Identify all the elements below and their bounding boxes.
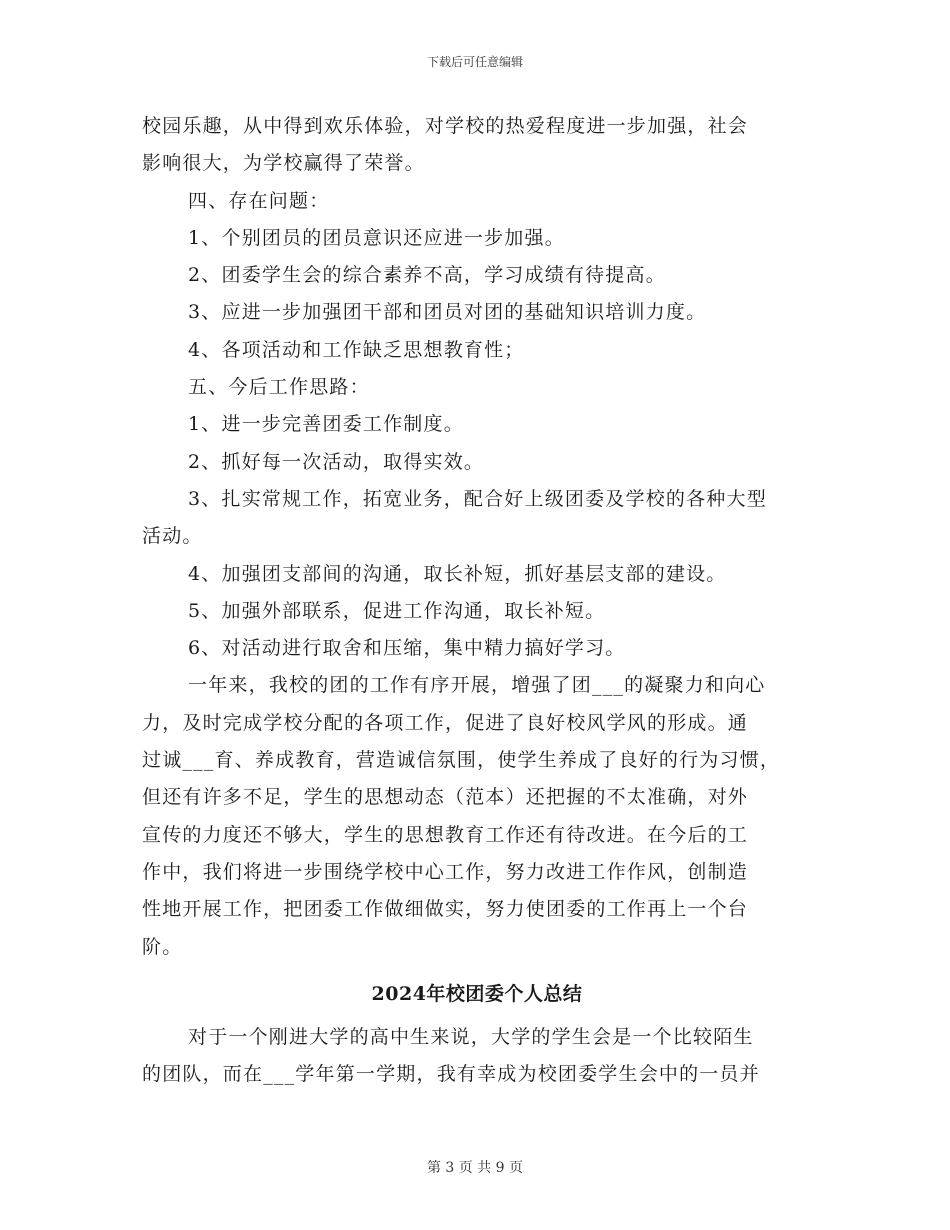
list-item: 1、进一步完善团委工作制度。 bbox=[188, 413, 464, 436]
paragraph-line: 力，及时完成学校分配的各项工作，促进了良好校风学风的形成。通 bbox=[142, 711, 749, 734]
list-item: 2、抓好每一次活动，取得实效。 bbox=[188, 450, 485, 473]
paragraph-line: 影响很大，为学校赢得了荣誉。 bbox=[142, 152, 425, 175]
list-item: 6、对活动进行取舍和压缩，集中精力搞好学习。 bbox=[188, 637, 626, 660]
section-heading-problems: 四、存在问题： bbox=[188, 189, 330, 212]
list-item: 3、扎实常规工作，拓宽业务，配合好上级团委及学校的各种大型 bbox=[188, 487, 767, 510]
paragraph-line: 阶。 bbox=[142, 935, 183, 958]
paragraph-line: 性地开展工作，把团委工作做细做实，努力使团委的工作再上一个台 bbox=[142, 898, 749, 921]
paragraph-line: 过诚___育、养成教育，营造诚信氛围，使学生养成了良好的行为习惯， bbox=[142, 749, 781, 772]
paragraph-line: 一年来，我校的团的工作有序开展，增强了团___的凝聚力和向心 bbox=[188, 674, 766, 697]
paragraph-line: 作中，我们将进一步围绕学校中心工作，努力改进工作作风，创制造 bbox=[142, 860, 749, 883]
list-item: 4、各项活动和工作缺乏思想教育性； bbox=[188, 338, 525, 361]
list-item-continuation: 活动。 bbox=[142, 525, 203, 548]
page-footer: 第 3 页 共 9 页 bbox=[426, 1160, 524, 1176]
paragraph-line: 的团队，而在___学年第一学期，我有幸成为校团委学生会中的一员并 bbox=[142, 1063, 760, 1086]
list-item: 1、个别团员的团员意识还应进一步加强。 bbox=[188, 226, 565, 249]
list-item: 2、团委学生会的综合素养不高，学习成绩有待提高。 bbox=[188, 264, 666, 287]
document-body bbox=[142, 108, 812, 1094]
section-title: 2024年校团委个人总结 bbox=[371, 982, 583, 1005]
paragraph-line: 宣传的力度还不够大，学生的思想教育工作还有待改进。在今后的工 bbox=[142, 823, 749, 846]
paragraph-line: 但还有许多不足，学生的思想动态（范本）还把握的不太准确，对外 bbox=[142, 786, 749, 809]
list-item: 3、应进一步加强团干部和团员对团的基础知识培训力度。 bbox=[188, 301, 707, 324]
paragraph-line: 对于一个刚进大学的高中生来说，大学的学生会是一个比较陌生 bbox=[188, 1026, 754, 1049]
paragraph-line: 校园乐趣，从中得到欢乐体验，对学校的热爱程度进一步加强，社会 bbox=[142, 115, 749, 137]
list-item: 4、加强团支部间的沟通，取长补短，抓好基层支部的建设。 bbox=[188, 562, 727, 585]
list-item: 5、加强外部联系，促进工作沟通，取长补短。 bbox=[188, 599, 606, 622]
section-heading-ideas: 五、今后工作思路： bbox=[188, 376, 370, 399]
page-header: 下载后可任意编辑 bbox=[426, 55, 523, 69]
